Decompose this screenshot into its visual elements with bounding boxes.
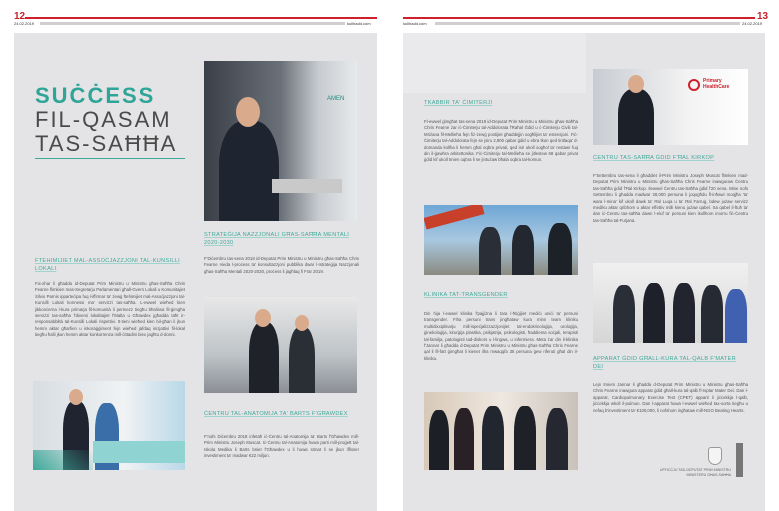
- section-body: Lejn tmiem Jannar li għadda d-Deputat Prim Ministru u Ministru għas-Saħħa Chris Fearne inawgura apparat ġdid għall-kura tal-qalb fl-Isptar Mater Dei. Dan l-apparat, Cardiopulmonary Exercise Test (CPET) apparti li jiċċekkja l-qalb, jiċċekkja wkoll il-pulmun. Dan l-apparat huwa l-ewwel wieħed tax-xorta tiegħu u nefaq b'investiment ta' €100,000, li nofshom ingħataw mill-NGO Beating Hearts.: [593, 382, 748, 413]
- person-head: [295, 315, 309, 331]
- person-figure: [514, 406, 536, 470]
- title-line-2: FIL-QASAM: [35, 107, 172, 132]
- photo-cemetery-visit: [424, 205, 578, 275]
- title-line-3: TAS-SAĦĦA: [35, 131, 178, 156]
- page-number-left: 12: [14, 11, 26, 22]
- section-body: Fix-xhar li għadda id-Deputat Prim Ministru u Ministru għas-Saħħa Chris Fearne flimkien mas-Segretarju Parlamentari għall-Gvern Lokali u Komunitajiet Silvio Parnis ipparteċipa fuq l-iffirmar ta' żewġ ftehimijiet mal-Assoċjazzjoni tal-Kunsilli Lokali konnessi ma' servizzi tas-saħħa. L-ewwel wieħed kien jikkonċerna l-kura primarja fil-komunità li permezz tiegħu bħalissa fil-ġimgħa servizzi tas-saħħa f'diversi lokalitajiet f'Malta u Għawdex jgħadda taħt ir-responsabbiltà tal-Kunsilli Lokali rispettivi. It-tieni wieħed kien bil-għan li jkun hemm aktar għarfien u inkoraġġiment fejn wieħed jafdaq inizjattivi fil-lokal tiegħu ħalli jkun hemm aktar konkorrenza mill-ċittadini biex jagħtu d-donni.: [35, 281, 185, 338]
- sign-primary: Primary: [703, 78, 722, 84]
- header-bar-right: [435, 22, 740, 25]
- person-figure: [643, 283, 665, 343]
- section-body: F'nofs Diċembru 2018 infetaħ iċ-Ċentru tal-Anatomija ta' Barts f'Għawdex mill-Prim Ministru Joseph Muscat. Iċ-Ċentru tal-Anatomija huwa parti mill-proġett tal-Iskola Medika li Barts bniet f'Għawdex u li huwa stmat li se jkun iffisser investiment ta' madwar €22 miljun.: [204, 434, 359, 459]
- date-left: 24.02.2019: [14, 21, 35, 26]
- photo-hospital-visit: [33, 381, 185, 470]
- photo-kirkop-health-centre: [593, 69, 748, 145]
- signage: [703, 78, 729, 90]
- person-figure: [546, 408, 568, 470]
- person-figure: [454, 408, 474, 470]
- page-title: [35, 84, 177, 156]
- person-figure: [249, 322, 279, 393]
- section-heading: FTEHIMIJIET MAL-ASSOĊJAZZJONI TAL-KUNSILLI LOKALI: [35, 258, 181, 272]
- photo-transgender-clinic: [424, 392, 578, 470]
- section-heading: TKABBIR TA' ĊIMITERJI: [424, 100, 493, 106]
- logo-line-1: UFFIĊĊJU TAD-DEPUTAT PRIM MINISTRU: [659, 468, 731, 472]
- person-head: [255, 309, 271, 327]
- person-head: [69, 389, 83, 405]
- person-figure: [701, 285, 723, 343]
- header-rule-right: [403, 17, 755, 19]
- page-number-right: 13: [757, 11, 769, 22]
- title-underline: [35, 158, 185, 159]
- section-heading: APPARAT ĠDID GĦALL-KURA TAL-QALB F'MATER DEI: [593, 356, 736, 370]
- photo-sign-text: AMEN: [327, 96, 345, 102]
- section-heading: KLINIKA TAT-TRANSGENDER: [424, 292, 508, 298]
- person-figure: [482, 406, 504, 470]
- sign-healthcare: HealthCare: [703, 84, 730, 90]
- section-body: F'Diċembru tas-sena 2018 id-Deputat Prim Ministru u Ministru għas-Saħħa Chris Fearne nieda l-proċess ta' konsultazzjoni pubblika dwar l-Istrateġija Nazzjonali għas-Saħħa Mentali 2020-2030, proċess li jagħlaq fi Frar 2019.: [204, 256, 359, 274]
- section-body: F'Settembru tas-sena li għaddiet il-Prim Ministru Joseph Muscat flimkien mad-Deputat Prim Ministru u Ministru għas-Saħħa Chris Fearne inawguraw Ċentru tas-Saħħa ġdid f'Ħal Kirkop. Ilewwel Ċentru tas-Saħħa ġdid f'20 sena. Mine nofs Settembru li għadda madwar 28,000 persuna li joqogħdu fl-inħawi moqjħa 'ta' wara l-mina' kif ukoll dawk ta' Ħal Luqa u ta' Ħal Farruġ, bdew jużaw servizz mediku aktar qribhom u aktar effettiv milli kienu jużaw qabel. Sa qabel il-ftuħ ta' dan iċ-Ċentru tas-saħħa dawn l-eluf ta' persuni kien ikollhom imorru fiċ-Ċentru tas-Saħħa tal-Furjana.: [593, 173, 748, 223]
- lectern: [272, 179, 342, 193]
- date-right: 24.02.2019: [742, 21, 763, 26]
- person-figure: [512, 225, 534, 275]
- right-page-top-panel: [403, 33, 586, 93]
- title-line-1: SUĊĊESS: [35, 83, 156, 108]
- logo-bar: [736, 443, 743, 477]
- section-body: Din hija l-ewwel klinika f'pajjiżna li tara l-ħtiġijiet mediċi uniċi ta' persuni transgender. Fiha persuni trans jingħataw kura minn team kliniku multidixxiplinarju mill-ispeċjalizzazzjonijiet tal-endokrinoloġija, uroloġija, ġinekoloġija, kirurġija plastika, psikjatrija, psikologisti, ħaddiema soċjali, terapisti tal-familja, patologisti tad-diskors u l-lingwa, u infermiera. Meta żar din il-klinika f'Jannar li għadda d-Deputat Prim Ministru u Ministru għas-Saħħa Chris Fearne qal li fil-fatt ġimgħat li kienet ilha mwaqqfa 35 persuna ġew riferuti għal din il-klinika.: [424, 311, 578, 361]
- person-head: [628, 75, 644, 93]
- person-figure: [429, 410, 449, 470]
- person-figure: [618, 89, 654, 145]
- person-figure: [219, 121, 279, 221]
- section-body: Fl-ewwel ġimgħat tas-sena 2019 id-Deputat Prim Ministru u Ministru għas-Saħħa Chris Fearne żar iċ-Ċimiterju tal-Addolorata f'Raħal Ġdid u ċ-Ċimiterju Ċivili tal-Mriżana fil-Mellieħa fejn fiż-żewġ postijiet għaddejjin xogħlijiet ta' estensjoni. Fiċ-Ċimiterju tal-Addolorata fejn se jsiru 2,800 qabar ġdid u ebra tkun qed tintlaqa' d-domanda kollha li hemm għal oqbra privati, qed isir ukoll xogħol ta' restawr fuq din il-ġawhra arkitettonika. Fiċ-Ċimiterju tal-Mellieħa se jitlestew 68 qabar privat ġdid kif ukoll tmien oqbra li se jintużaw bħala oqbra tal-komun.: [424, 119, 578, 163]
- section-heading: ĊENTRU TAS-SAĦĦA ĠDID F'ĦAL KIRKOP: [593, 155, 715, 161]
- photo-mater-dei-equipment: [593, 263, 748, 343]
- ministry-logo-text: [630, 468, 731, 478]
- person-figure: [548, 223, 572, 275]
- malta-emblem-icon: [708, 447, 722, 465]
- section-heading: ĊENTRU TAL-ANATOMIJA TA' BARTS F'GĦAWDEX: [204, 411, 348, 417]
- logo-line-2: MINISTERU GĦAS-SAĦĦA: [686, 472, 731, 477]
- site-right: kullhadd.com: [403, 21, 427, 26]
- teal-corner-decoration: [33, 450, 93, 470]
- header-rule-left: [25, 17, 377, 19]
- person-head: [236, 97, 260, 127]
- person-figure: [289, 327, 315, 393]
- person-figure: [613, 285, 635, 343]
- header-bar-left: [40, 22, 345, 25]
- person-figure: [673, 283, 695, 343]
- site-left: kullhadd.com: [347, 21, 371, 26]
- excavator-arm: [424, 205, 485, 230]
- section-heading: STRATEĠIJA NAZZJONALI GĦAS-SAĦĦA MENTALI 2020-2030: [204, 232, 350, 246]
- person-figure: [725, 289, 747, 343]
- bed: [93, 441, 185, 463]
- person-figure: [479, 227, 501, 275]
- photo-anatomy-centre: [204, 297, 357, 393]
- primary-healthcare-logo: [688, 79, 700, 91]
- photo-minister-lectern: [204, 61, 357, 221]
